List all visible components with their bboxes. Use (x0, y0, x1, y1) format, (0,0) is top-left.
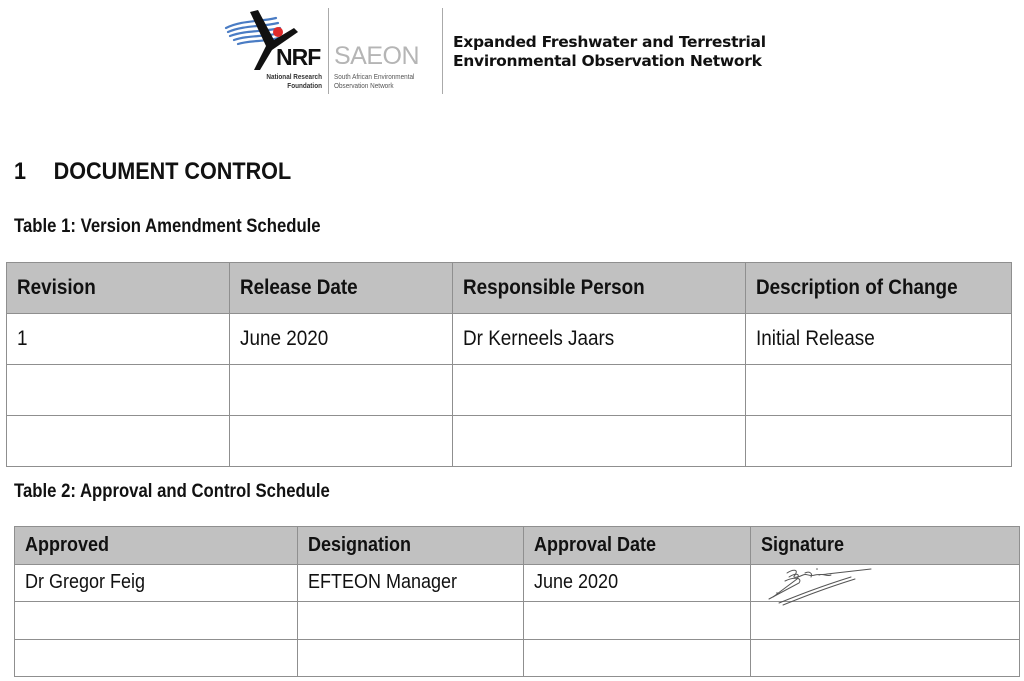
table-cell (524, 639, 751, 677)
nrf-subtitle-line2: Foundation (287, 81, 322, 90)
column-header: Signature (751, 527, 1020, 565)
saeon-subtitle-line2: Observation Network (334, 81, 394, 90)
column-header: Approval Date (524, 527, 751, 565)
table-cell (7, 365, 230, 416)
table-cell: Dr Gregor Feig (15, 564, 298, 602)
approval-control-table (14, 526, 1020, 677)
table2-caption: Table 2: Approval and Control Schedule (14, 481, 330, 502)
table-row (7, 365, 1012, 416)
nrf-subtitle-line1: National Research (266, 72, 322, 81)
table-cell (230, 365, 453, 416)
table-cell (298, 639, 524, 677)
column-header: Responsible Person (453, 263, 746, 314)
table-cell: 1 (7, 314, 230, 365)
saeon-subtitle (334, 72, 414, 90)
signature-cell (751, 564, 1020, 602)
network-title-line1: Expanded Freshwater and Terrestrial (453, 33, 766, 51)
nrf-subtitle (240, 72, 322, 90)
table-cell (453, 416, 746, 467)
network-title (453, 33, 766, 71)
section-heading (14, 158, 291, 186)
section-number: 1 (14, 158, 27, 185)
table-row (15, 564, 1020, 602)
column-header: Designation (298, 527, 524, 565)
table-cell (524, 602, 751, 640)
saeon-subtitle-line1: South African Environmental (334, 72, 415, 81)
table-cell (298, 602, 524, 640)
saeon-logo-text: SAEON (334, 42, 420, 70)
column-header: Description of Change (746, 263, 1012, 314)
signature-icon (759, 563, 879, 609)
column-header: Release Date (230, 263, 453, 314)
table-cell: Dr Kerneels Jaars (453, 314, 746, 365)
table-cell: EFTEON Manager (298, 564, 524, 602)
table-header-row (15, 527, 1020, 565)
table-cell (751, 639, 1020, 677)
table-header-row (7, 263, 1012, 314)
version-amendment-table (6, 262, 1012, 467)
table-cell (15, 639, 298, 677)
nrf-logo-text: NRF (276, 44, 321, 70)
table-cell (230, 416, 453, 467)
document-header (220, 6, 820, 92)
column-header: Revision (7, 263, 230, 314)
table-cell: June 2020 (230, 314, 453, 365)
table-cell (7, 416, 230, 467)
table-row (15, 639, 1020, 677)
table-cell (453, 365, 746, 416)
table-cell (746, 365, 1012, 416)
table-row (7, 416, 1012, 467)
logo-divider (442, 8, 443, 94)
network-title-line2: Environmental Observation Network (453, 52, 762, 70)
table-cell (746, 416, 1012, 467)
section-title: DOCUMENT CONTROL (53, 158, 292, 185)
table-cell: June 2020 (524, 564, 751, 602)
table-cell: Initial Release (746, 314, 1012, 365)
table-row (7, 314, 1012, 365)
logo-divider (328, 8, 329, 94)
column-header: Approved (15, 527, 298, 565)
table-cell (15, 602, 298, 640)
table1-caption: Table 1: Version Amendment Schedule (14, 216, 321, 237)
